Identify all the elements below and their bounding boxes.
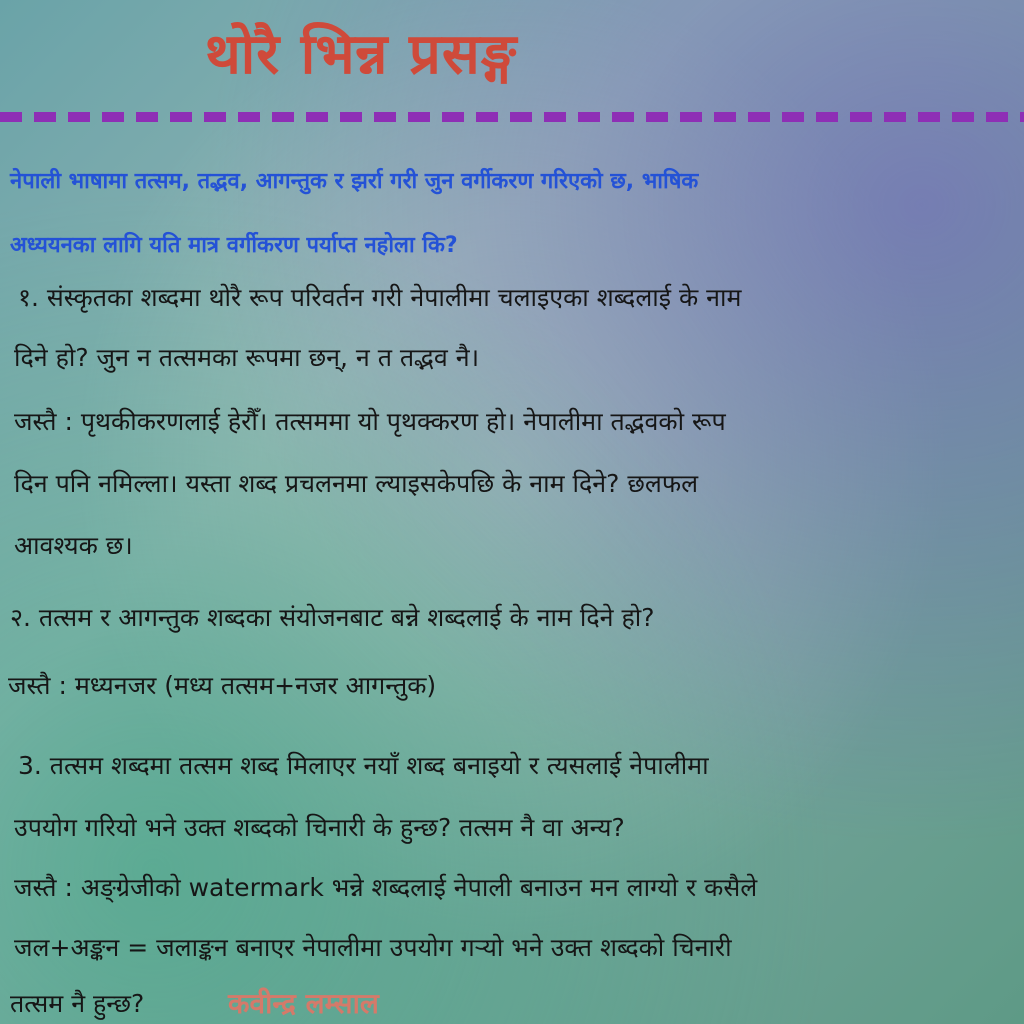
point-3-line-3: जस्तै : अङ्ग्रेजीको watermark भन्ने शब्दलाई नेपाली बनाउन मन लाग्यो र कसैले xyxy=(14,873,758,902)
point-3-line-2: उपयोग गरियो भने उक्त शब्दको चिनारी के हुन्छ? तत्सम नै वा अन्य? xyxy=(14,813,625,842)
point-1-line-5: आवश्यक छ। xyxy=(14,531,133,560)
page-title: थोरै भिन्न प्रसङ्ग xyxy=(205,21,518,87)
question-line-1: नेपाली भाषामा तत्सम, तद्भव, आगन्तुक र झर्रा गरी जुन वर्गीकरण गरिएको छ, भाषिक xyxy=(10,169,699,194)
question-line-2: अध्ययनका लागि यति मात्र वर्गीकरण पर्याप्त नहोला कि? xyxy=(10,233,458,258)
point-2-line-1: २. तत्सम र आगन्तुक शब्दका संयोजनबाट बन्ने शब्दलाई के नाम दिने हो? xyxy=(10,603,655,632)
dashed-divider xyxy=(0,112,1024,122)
point-3-line-1: 3. तत्सम शब्दमा तत्सम शब्द मिलाएर नयाँ शब्द बनाइयो र त्यसलाई नेपालीमा xyxy=(18,751,709,780)
point-1-line-1: १. संस्कृतका शब्दमा थोरै रूप परिवर्तन गरी नेपालीमा चलाइएका शब्दलाई के नाम xyxy=(18,283,742,312)
point-1-line-3: जस्तै : पृथकीकरणलाई हेरौँ। तत्सममा यो पृथक्करण हो। नेपालीमा तद्भवको रूप xyxy=(14,407,726,436)
author-signature: कवीन्द्र लम्साल xyxy=(228,987,379,1020)
point-2-line-2: जस्तै : मध्यनजर (मध्य तत्सम+नजर आगन्तुक) xyxy=(8,671,437,700)
point-1-line-4: दिन पनि नमिल्ला। यस्ता शब्द प्रचलनमा ल्याइसकेपछि के नाम दिने? छलफल xyxy=(14,469,699,498)
point-3-line-5: तत्सम नै हुन्छ? xyxy=(10,989,145,1018)
point-3-line-4: जल+अङ्कन = जलाङ्कन बनाएर नेपालीमा उपयोग गऱ्यो भने उक्त शब्दको चिनारी xyxy=(14,933,732,962)
point-1-line-2: दिने हो? जुन न तत्समका रूपमा छन्, न त तद्भव नै। xyxy=(14,343,480,372)
question-text xyxy=(10,150,1024,278)
